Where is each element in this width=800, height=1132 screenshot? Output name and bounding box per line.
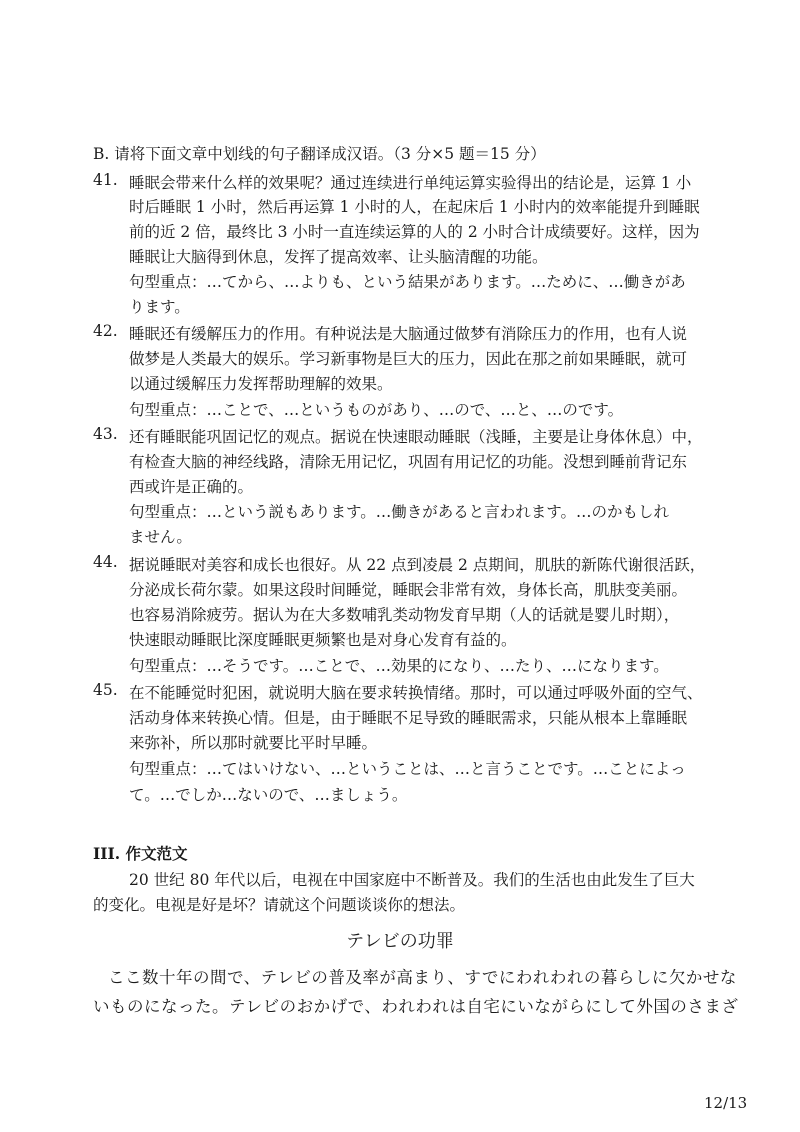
question-41-line-3: 前的近 2 倍，最终比 3 小时一直连续运算的人的 2 小时合计成绩要好。这样，因为 (129, 223, 700, 241)
question-44-line-2: 分泌成长荷尔蒙。如果这段时间睡觉，睡眠会非常有效，身体长高，肌肤变美丽。 (129, 581, 688, 599)
question-44-number: 44. (93, 553, 118, 571)
question-45-number: 45. (93, 681, 118, 699)
question-44-line-4: 快速眼动睡眠比深度睡眠更频繁也是对身心发育有益的。 (129, 631, 517, 649)
question-45-pattern-1: 句型重点：…てはいけない、…ということは、…と言うことです。…ことによっ (129, 760, 686, 778)
question-43-pattern-2: ません。 (129, 528, 192, 546)
section-iii-heading: III. 作文范文 (93, 844, 188, 863)
question-43-line-1: 还有睡眠能巩固记忆的观点。据说在快速眼动睡眠（浅睡，主要是让身体休息）中， (129, 428, 703, 446)
question-42-line-2: 做梦是人类最大的娱乐。学习新事物是巨大的压力，因此在那之前如果睡眠，就可 (129, 350, 688, 368)
question-45-line-1: 在不能睡觉时犯困，就说明大脑在要求转换情绪。那时，可以通过呼吸外面的空气、 (129, 684, 703, 702)
question-41-pattern-2: ります。 (129, 298, 190, 316)
section-b-heading: B. 请将下面文章中划线的句子翻译成汉语。（3 分×5 题＝15 分） (93, 145, 546, 163)
essay-prompt-line-1: 20 世纪 80 年代以后，电视在中国家庭中不断普及。我们的生活也由此发生了巨大 (129, 871, 695, 889)
question-42-line-1: 睡眠还有缓解压力的作用。有种说法是大脑通过做梦有消除压力的作用，也有人说 (129, 325, 688, 343)
essay-line-1: ここ数十年の間で、テレビの普及率が高まり、すでにわれわれの暮らしに欠かせな (108, 968, 737, 987)
question-42-line-3: 以通过缓解压力发挥帮助理解的效果。 (129, 375, 393, 393)
question-43-pattern-1: 句型重点：…という説もあります。…働きがあると言われます。…のかもしれ (129, 503, 670, 521)
question-41-pattern-1: 句型重点：…てから、…よりも、という結果があります。…ために、…働きがあ (129, 273, 686, 291)
essay-title: テレビの功罪 (346, 931, 454, 952)
question-41-number: 41. (93, 171, 118, 189)
essay-prompt-line-2: 的变化。电视是好是坏？请就这个问题谈谈你的想法。 (93, 896, 466, 914)
question-41-line-2: 时后睡眠 1 小时，然后再运算 1 小时的人，在起床后 1 小时内的效率能提升到睡眠 (129, 198, 700, 216)
question-42-number: 42. (93, 322, 118, 340)
question-44-line-3: 也容易消除疲劳。据认为在大多数哺乳类动物发育早期（人的话就是婴儿时期）， (129, 606, 680, 624)
question-45-line-2: 活动身体来转换心情。但是，由于睡眠不足导致的睡眠需求，只能从根本上靠睡眠 (129, 709, 688, 727)
question-41-line-1: 睡眠会带来什么样的效果呢？通过连续进行单纯运算实验得出的结论是，运算 1 小 (129, 174, 692, 192)
question-45-pattern-2: て。…でしか…ないので、…ましょう。 (129, 786, 408, 804)
question-43-number: 43. (93, 425, 118, 443)
question-41-line-4: 睡眠让大脑得到休息，发挥了提高效率、让头脑清醒的功能。 (129, 248, 548, 266)
question-44-line-1: 据说睡眠对美容和成长也很好。从 22 点到凌晨 2 点期间，肌肤的新陈代谢很活跃， (129, 556, 706, 574)
essay-line-2: いものになった。テレビのおかげで、われわれは自宅にいながらにして外国のさまざ (93, 997, 739, 1016)
question-42-pattern-1: 句型重点：…ことで、…というものがあり、…ので、…と、…のです。 (129, 401, 624, 419)
page-number: 12/13 (704, 1094, 748, 1112)
question-44-pattern-1: 句型重点：…そうです。…ことで、…効果的になり、…たり、…になります。 (129, 657, 669, 675)
question-43-line-2: 有检查大脑的神经线路，清除无用记忆，巩固有用记忆的功能。没想到睡前背记东 (129, 453, 688, 471)
question-43-line-3: 西或许是正确的。 (129, 478, 254, 496)
question-45-line-3: 来弥补，所以那时就要比平时早睡。 (129, 734, 378, 752)
